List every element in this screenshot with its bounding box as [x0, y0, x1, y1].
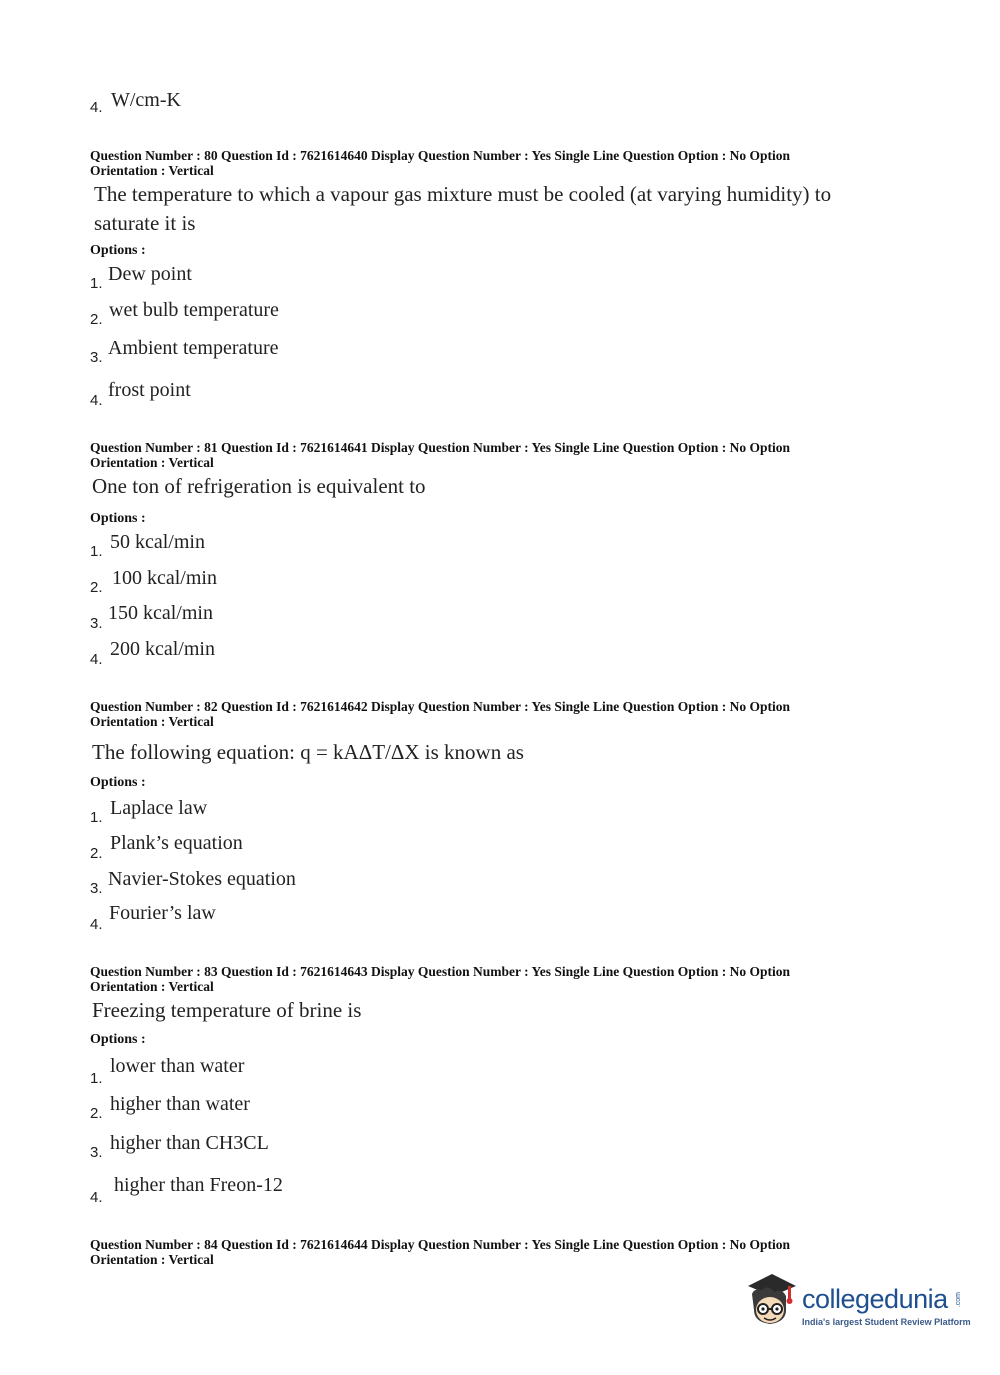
option-number: 4. [90, 651, 103, 668]
option-text: higher than CH3CL [110, 1132, 269, 1154]
option-text: Plank’s equation [110, 832, 243, 854]
option-number: 4. [90, 392, 103, 409]
option-number: 4. [90, 1189, 103, 1206]
option-text: higher than water [110, 1093, 250, 1115]
option-text: 200 kcal/min [110, 638, 215, 660]
option-number: 4. [90, 99, 103, 116]
option-text: Laplace law [110, 797, 208, 819]
brand-domain-suffix: .com [955, 1292, 962, 1308]
option-text: 50 kcal/min [110, 531, 205, 553]
question-meta: Question Number : 80 Question Id : 7621614640 Display Question Number : Yes Single Line Question Option : No Option Orientation : Vertical [90, 148, 790, 178]
option-number: 2. [90, 311, 103, 328]
option-number: 1. [90, 543, 103, 560]
option-number: 2. [90, 845, 103, 862]
options-label: Options : [90, 243, 146, 258]
option-number: 3. [90, 615, 103, 632]
option-number: 1. [90, 809, 103, 826]
collegedunia-watermark [742, 1270, 972, 1340]
question-meta: Question Number : 83 Question Id : 7621614643 Display Question Number : Yes Single Line Question Option : No Option Orientation : Vertical [90, 964, 790, 994]
option-number: 3. [90, 349, 103, 366]
option-text: 150 kcal/min [108, 602, 213, 624]
options-label: Options : [90, 1032, 146, 1047]
option-text: Dew point [108, 263, 192, 285]
question-text: Freezing temperature of brine is [92, 998, 362, 1022]
option-number: 2. [90, 579, 103, 596]
brand-tagline: India's largest Student Review Platform [802, 1317, 971, 1327]
option-text: Navier-Stokes equation [108, 868, 296, 890]
mascot-icon [742, 1270, 802, 1338]
options-label: Options : [90, 775, 146, 790]
question-text: The temperature to which a vapour gas mixture must be cooled (at varying humidity) to saturate it is [94, 182, 832, 235]
option-number: 2. [90, 1105, 103, 1122]
option-text: Ambient temperature [108, 337, 279, 359]
option-text: W/cm-K [111, 89, 181, 111]
question-meta: Question Number : 84 Question Id : 7621614644 Display Question Number : Yes Single Line Question Option : No Option Orientation : Vertical [90, 1237, 790, 1267]
option-text: higher than Freon-12 [114, 1174, 283, 1196]
question-meta: Question Number : 81 Question Id : 7621614641 Display Question Number : Yes Single Line Question Option : No Option Orientation : Vertical [90, 440, 790, 470]
option-text: Fourier’s law [109, 902, 216, 924]
option-number: 3. [90, 880, 103, 897]
option-text: 100 kcal/min [112, 567, 217, 589]
option-number: 4. [90, 916, 103, 933]
option-text: frost point [108, 379, 191, 401]
option-text: lower than water [110, 1055, 245, 1077]
question-meta: Question Number : 82 Question Id : 7621614642 Display Question Number : Yes Single Line Question Option : No Option Orientation : Vertical [90, 699, 790, 729]
option-number: 3. [90, 1144, 103, 1161]
question-text: One ton of refrigeration is equivalent to [92, 474, 426, 498]
option-number: 1. [90, 1070, 103, 1087]
option-text: wet bulb temperature [109, 299, 279, 321]
options-label: Options : [90, 511, 146, 526]
option-number: 1. [90, 275, 103, 292]
brand-name: collegedunia [802, 1284, 948, 1314]
question-text: The following equation: q = kAΔT/ΔX is known as [92, 740, 524, 764]
